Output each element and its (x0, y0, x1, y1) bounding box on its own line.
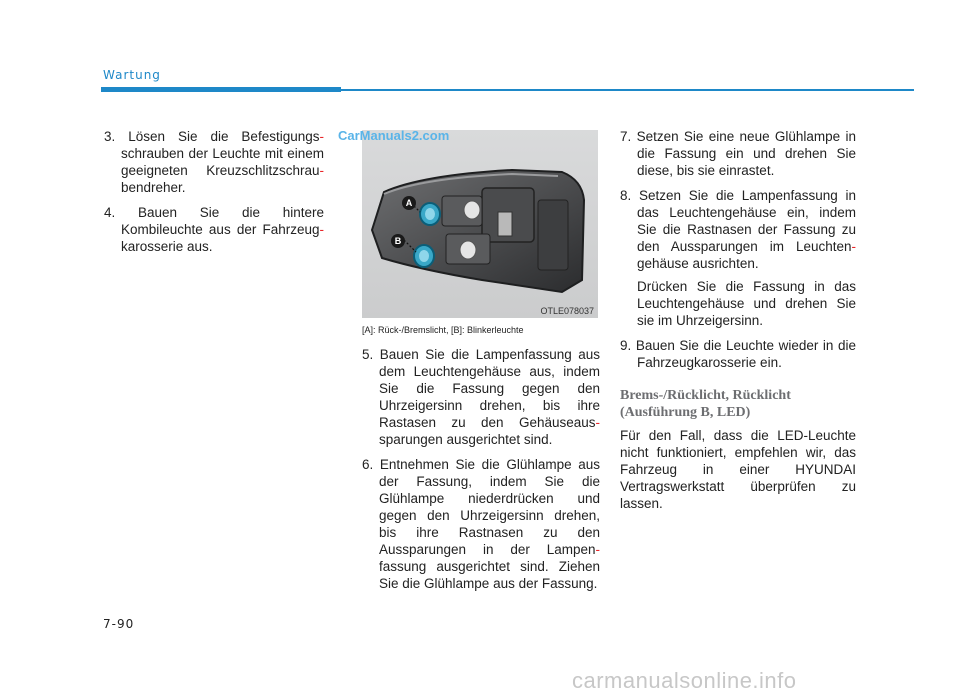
step-text: schrauben der Leuchte mit einem geeigneten Kreuzschlitzschrau (121, 146, 324, 178)
step-text: Setzen Sie eine neue Glühlampe in die Fassung ein und drehen Sie diese, bis sie einrastet. (636, 129, 856, 178)
heading-line-2: (Ausführung B, LED) (620, 405, 751, 420)
step-3 (104, 128, 324, 196)
step-text: Bauen Sie die Leuchte wieder in die Fahrzeugkarosserie ein. (635, 338, 856, 370)
hyphen-mark: - (319, 163, 324, 178)
figure-caption: [A]: Rück-/Bremslicht, [B]: Blinkerleuchte (362, 325, 524, 335)
step-8 (620, 187, 856, 272)
header-rule-thin (341, 89, 914, 91)
hyphen-mark: - (319, 222, 324, 237)
step-4 (104, 204, 324, 255)
step-number: 4. (104, 205, 116, 220)
step-text: Entnehmen Sie die Glühlampe aus der Fassung, indem Sie die Glühlampe niederdrücken und gegen den Uhrzeigersinn drehen, bis ihre Rastnasen zu den Aussparungen in der Lampen (379, 457, 600, 557)
step-text: Bauen Sie die Lampenfassung aus dem Leuchtengehäuse aus, indem Sie die Fassung gegen den Uhrzeigersinn drehen, bis ihre Rastasen zu den Gehäuseaus (379, 347, 600, 430)
figure-watermark: CarManuals2.com (338, 128, 450, 143)
tail-lamp-illustration (362, 130, 598, 318)
step-8-note: Drücken Sie die Fassung in das Leuchtengehäuse und drehen Sie sie im Uhrzeigersinn. (637, 279, 856, 328)
callout-a: A (402, 196, 416, 210)
step-number: 3. (104, 129, 116, 144)
section-title: Wartung (103, 68, 161, 82)
column-middle (362, 346, 600, 600)
step-text: Lösen Sie die Befestigungs (128, 129, 320, 144)
hyphen-mark: - (851, 239, 856, 254)
step-text: fassung ausgerichtet sind. Ziehen Sie die Glühlampe aus der Fassung. (379, 559, 600, 591)
hyphen-mark: - (319, 129, 324, 144)
step-text: Bauen Sie die hintere Kombileuchte aus der Fahrzeug (121, 205, 324, 237)
step-number: 6. (362, 457, 374, 472)
hyphen-mark: - (595, 415, 600, 430)
step-number: 8. (620, 188, 632, 203)
step-text: karosserie aus. (121, 239, 213, 254)
section-heading (620, 387, 856, 421)
step-number: 9. (620, 338, 632, 353)
callout-b: B (391, 234, 405, 248)
column-right (620, 128, 856, 512)
step-7 (620, 128, 856, 179)
step-text: Setzen Sie die Lampenfassung in das Leuchtengehäuse ein, indem Sie die Rastnasen der Fassung zu den Aussparungen im Leuchten (637, 188, 856, 254)
step-6 (362, 456, 600, 592)
step-text: sparungen ausgerichtet sind. (379, 432, 553, 447)
step-text: bendreher. (121, 180, 186, 195)
header-rule-thick (101, 87, 341, 92)
tail-lamp-figure (362, 130, 598, 318)
step-9 (620, 337, 856, 371)
heading-line-1: Brems-/Rücklicht, Rücklicht (620, 388, 791, 403)
step-5 (362, 346, 600, 448)
step-text: gehäuse ausrichten. (637, 256, 759, 271)
led-paragraph: Für den Fall, dass die LED-Leuchte nicht funktioniert, empfehlen wir, das Fahrzeug in einer HYUNDAI Vertragswerkstatt überprüfen zu lassen. (620, 428, 856, 511)
page-number: 7-90 (103, 617, 135, 631)
step-number: 5. (362, 347, 374, 362)
column-left (104, 128, 324, 263)
hyphen-mark: - (595, 542, 600, 557)
figure-code: OTLE078037 (540, 306, 594, 316)
site-watermark: carmanualsonline.info (572, 668, 797, 693)
step-number: 7. (620, 129, 632, 144)
